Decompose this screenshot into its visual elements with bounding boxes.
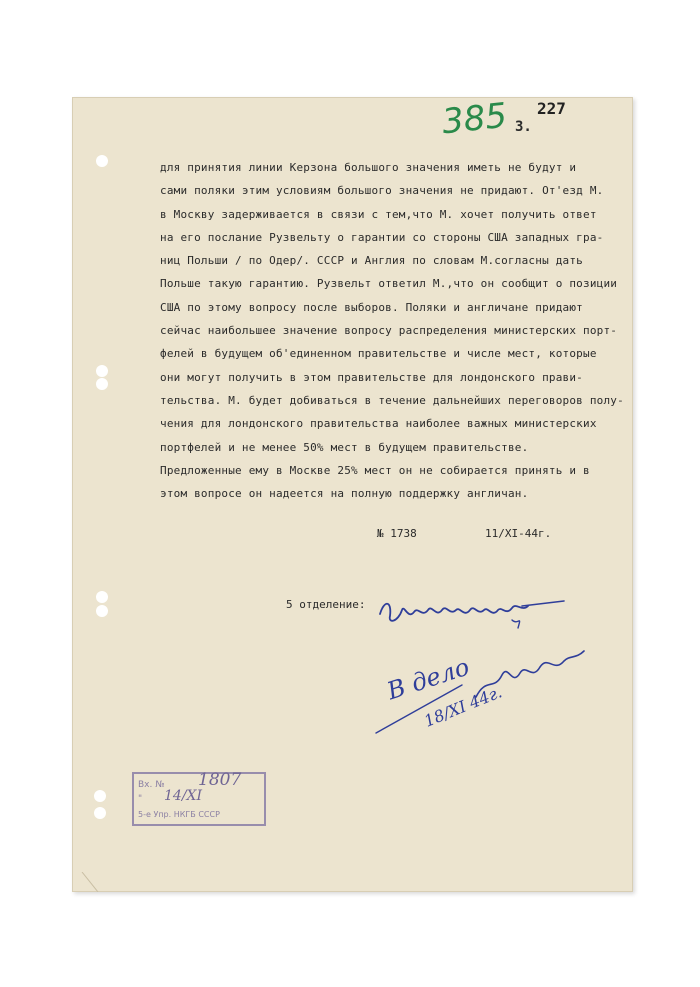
sheet-index: 3. bbox=[515, 119, 532, 135]
stamp-number: 1807 bbox=[198, 770, 242, 790]
handwritten-note bbox=[372, 637, 572, 737]
reference-date: 11/XI-44г. bbox=[485, 527, 552, 540]
body-line: сами поляки этим условиям большого значения не придают. От'езд М. bbox=[160, 184, 604, 198]
body-line: этом вопросе он надеется на полную поддержку англичан. bbox=[160, 487, 529, 501]
document-body bbox=[160, 156, 624, 505]
body-line: Польше такую гарантию. Рузвельт ответил М.,что он сообщит о позиции bbox=[160, 277, 618, 291]
corner-fold bbox=[72, 872, 102, 892]
body-line: чения для лондонского правительства наиболее важных министерских bbox=[160, 417, 597, 431]
page-number: 227 bbox=[537, 99, 566, 118]
body-line: фелей в будущем об'единенном правительстве и числе мест, которые bbox=[160, 347, 597, 361]
punch-hole bbox=[96, 591, 108, 603]
note-line-1: В дело bbox=[383, 652, 473, 706]
punch-hole bbox=[96, 365, 108, 377]
archive-stamp: Вх. № " 5-е Упр. НКГБ СССР 1807 14/XI bbox=[132, 772, 266, 826]
body-line: ниц Польши / по Одер/. СССР и Англия по словам М.согласны дать bbox=[160, 254, 583, 268]
note-underline bbox=[372, 677, 472, 737]
body-line: в Москву задерживается в связи с тем,что М. хочет получить ответ bbox=[160, 207, 597, 221]
punch-hole bbox=[96, 155, 108, 167]
document-page bbox=[72, 97, 633, 892]
body-line: США по этому вопросу после выборов. Поляки и англичане придают bbox=[160, 300, 583, 314]
signature bbox=[372, 592, 572, 632]
stamp-date: 14/XI bbox=[164, 788, 203, 804]
body-line: Предложенные ему в Москве 25% мест он не собирается принять и в bbox=[160, 463, 590, 477]
note-line-2: 18/XI 44г. bbox=[421, 682, 505, 731]
punch-hole bbox=[94, 790, 106, 802]
archive-number: 385 bbox=[440, 95, 509, 143]
body-line: портфелей и не менее 50% мест в будущем правительстве. bbox=[160, 440, 529, 454]
body-line: на его послание Рузвельту о гарантии со стороны США западных гра- bbox=[160, 230, 604, 244]
punch-hole bbox=[94, 807, 106, 819]
note-signature bbox=[472, 647, 592, 707]
punch-hole bbox=[96, 605, 108, 617]
body-line: тельства. М. будет добиваться в течение дальнейших переговоров полу- bbox=[160, 393, 624, 407]
department-label: 5 отделение: bbox=[286, 598, 366, 611]
reference-number: № 1738 bbox=[377, 527, 417, 540]
punch-hole bbox=[96, 378, 108, 390]
body-line: они могут получить в этом правительстве для лондонского прави- bbox=[160, 370, 583, 384]
body-line: для принятия линии Керзона большого значения иметь не будут и bbox=[160, 161, 577, 174]
body-line: сейчас наибольшее значение вопросу распределения министерских порт- bbox=[160, 324, 618, 338]
